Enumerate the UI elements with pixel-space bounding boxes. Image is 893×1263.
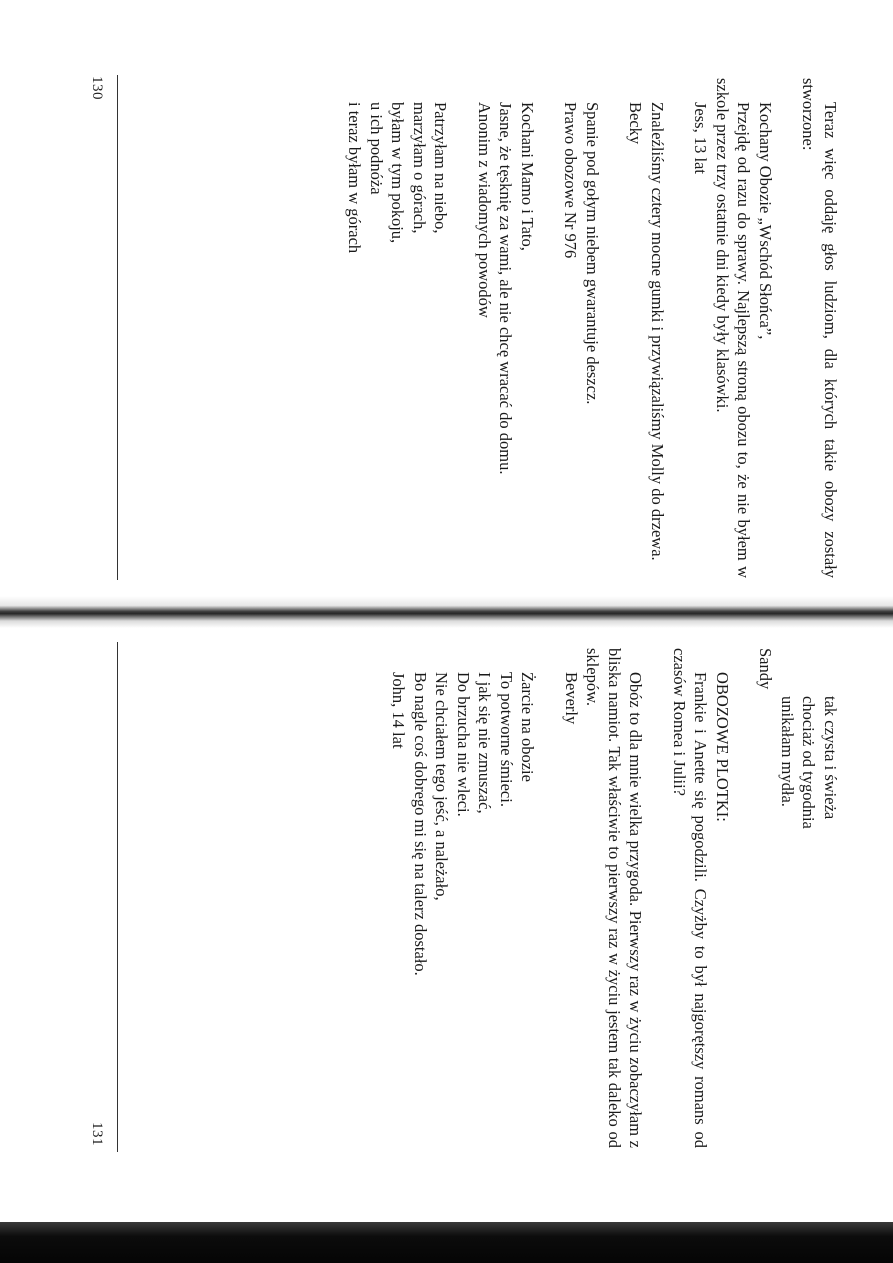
intro-paragraph: Teraz więc oddaję głos ludziom, dla których takie obozy zostały stworzone: — [799, 78, 840, 578]
parents-salutation: Kochani Mamo i Tato, — [518, 102, 537, 251]
book-gutter-shadow — [0, 596, 893, 628]
food-poem — [431, 648, 539, 1148]
text-column-left — [344, 78, 841, 578]
poem-line: Nie chciałem tego jeść, a należało, — [432, 672, 452, 901]
poem-line: Żarcie na obozie — [518, 672, 538, 782]
letter-body: Przejdę od razu do sprawy. Najlepszą stroną obozu to, że nie byłem w szkole przez trzy ostatnie dni kiedy były klasówki. — [713, 78, 754, 578]
poem-line: I jak się nie zmuszać, — [475, 672, 495, 814]
story-paragraph: Znaleźliśmy cztery mocne gumki i przywiązaliśmy Molly do drzewa. — [648, 102, 667, 561]
page-number-left: 130 — [89, 76, 105, 100]
poem-line: To potworne śmieci. — [497, 672, 516, 807]
poem-line: Do brzucha nie wleci. — [454, 672, 473, 817]
soap-poem — [777, 648, 842, 1148]
header-rule-right — [117, 642, 118, 1152]
story-signature: Becky — [626, 102, 646, 145]
poem-line: i teraz byłam w górach — [345, 102, 365, 254]
mountain-poem — [344, 78, 452, 578]
poem-line: byłam w tym pokoju, — [388, 102, 408, 244]
letter-signature: Jess, 13 lat — [691, 102, 711, 174]
poem-line: marzyłam o górach, — [410, 102, 429, 234]
adventure-signature: Beverly — [562, 672, 581, 725]
food-poem-signature: John, 14 lat — [389, 672, 409, 749]
text-column-right — [388, 648, 841, 1148]
scanner-edge — [0, 1222, 893, 1263]
gossip-heading: OBOZOWE PLOTKI: — [713, 672, 732, 822]
letter-salutation: Kochany Obozie „Wschód Słońca”, — [756, 102, 775, 340]
page-number-right: 131 — [89, 1122, 105, 1146]
food-poem-last-line: Bo nagle coś dobrego mi się na talerz dostało. — [411, 672, 430, 976]
rule-paragraph: Spanie pod gołym niebem gwarantuje deszcz. — [583, 102, 602, 405]
rule-signature: Prawo obozowe Nr 976 — [561, 102, 581, 259]
poem-signature: Sandy — [756, 648, 776, 690]
poem-line: Patrzyłam na niebo, — [431, 102, 451, 234]
parents-body: Jasne, że tęsknię za wami, ale nie chcę wracać do domu. — [496, 102, 516, 475]
poem-line: chociaż od tygodnia — [799, 696, 819, 829]
page-130 — [0, 0, 893, 612]
adventure-paragraph: Obóz to dla mnie wielka przygoda. Pierwszy raz w życiu zobaczyłam z bliska namiot. Tak właściwie to pierwszy raz w życiu jestem tak daleko od sklepów. — [583, 648, 646, 1148]
page-131 — [0, 612, 893, 1263]
header-rule-left — [117, 75, 118, 580]
poem-line: unikałam mydła. — [778, 696, 797, 807]
poem-line: tak czysta i świeża — [821, 696, 840, 820]
gossip-paragraph: Frankie i Anette się pogodzili. Czyżby to był najgorętszy romans od czasów Romea i Julii? — [670, 648, 711, 1148]
poem-line: u ich podnóża — [367, 102, 386, 195]
parents-signature: Anonim z wiadomych powodów — [475, 102, 494, 318]
